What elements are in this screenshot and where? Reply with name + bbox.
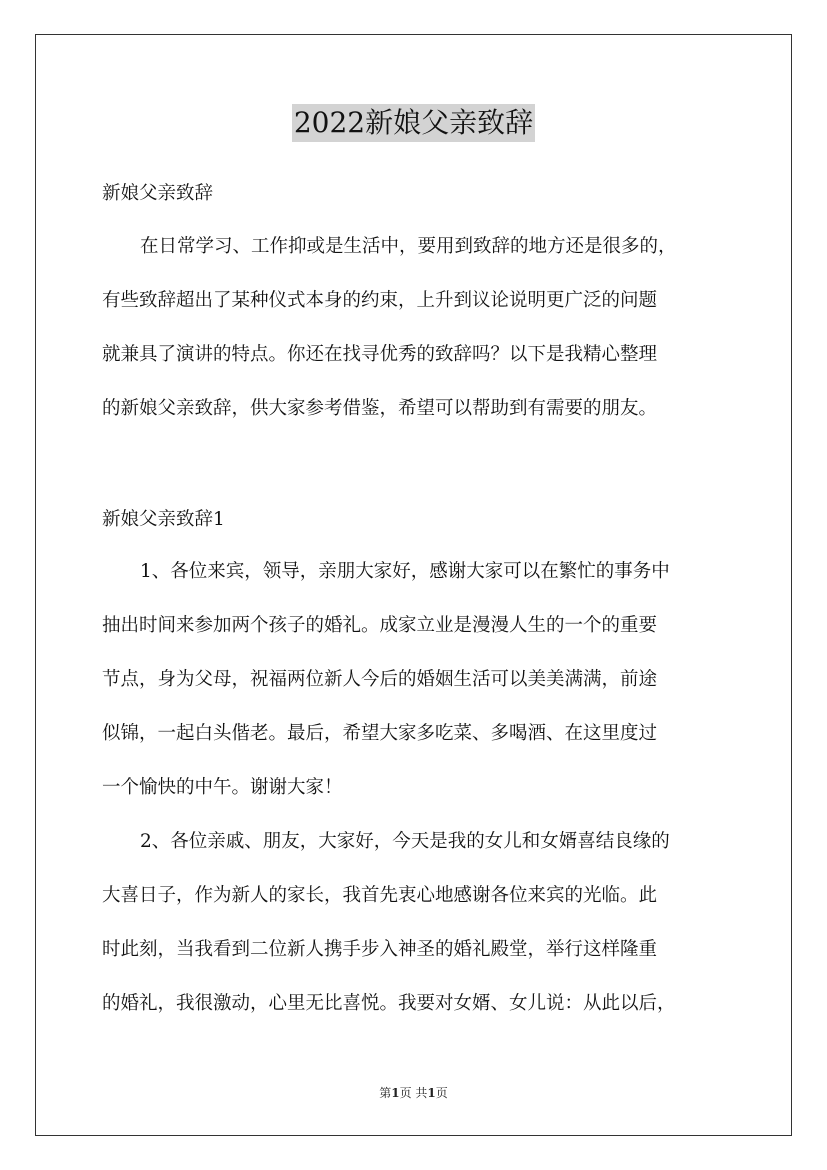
- paragraph-line: 时此刻，当我看到二位新人携手步入神圣的婚礼殿堂，举行这样隆重: [102, 939, 658, 960]
- paragraph-line: 2、各位亲戚、朋友，大家好，今天是我的女儿和女婿喜结良缘的: [140, 831, 670, 852]
- document-title-wrap: [0, 104, 827, 142]
- paragraph-line: 的新娘父亲致辞，供大家参考借鉴，希望可以帮助到有需要的朋友。: [102, 398, 658, 419]
- paragraph-line: 1、各位来宾，领导，亲朋大家好，感谢大家可以在繁忙的事务中: [140, 561, 670, 582]
- document-title: 2022新娘父亲致辞: [292, 104, 535, 142]
- footer-page-number: 1: [391, 1086, 400, 1100]
- paragraph-line: 似锦，一起白头偕老。最后，希望大家多吃菜、多喝酒、在这里度过: [102, 723, 658, 744]
- paragraph-line: 抽出时间来参加两个孩子的婚礼。成家立业是漫漫人生的一个的重要: [102, 615, 658, 636]
- heading-section-1: 新娘父亲致辞1: [102, 509, 225, 530]
- footer-prefix: 第: [379, 1086, 392, 1100]
- paragraph-line: 在日常学习、工作抑或是生活中，要用到致辞的地方还是很多的，: [140, 236, 677, 257]
- paragraph-line: 节点，身为父母，祝福两位新人今后的婚姻生活可以美美满满，前途: [102, 669, 658, 690]
- page-footer: [0, 1084, 827, 1101]
- speech-paragraph-1: [102, 545, 734, 815]
- paragraph-line: 的婚礼，我很激动，心里无比喜悦。我要对女婿、女儿说：从此以后，: [102, 993, 676, 1014]
- intro-paragraph: [102, 220, 734, 436]
- footer-mid: 页 共: [399, 1086, 428, 1100]
- paragraph-line: 一个愉快的中午。谢谢大家！: [102, 777, 343, 798]
- paragraph-line: 有些致辞超出了某种仪式本身的约束，上升到议论说明更广泛的问题: [102, 290, 658, 311]
- speech-paragraph-2: [102, 815, 734, 1031]
- heading-main: 新娘父亲致辞: [102, 183, 214, 204]
- footer-suffix: 页: [435, 1086, 448, 1100]
- paragraph-line: 就兼具了演讲的特点。你还在找寻优秀的致辞吗？以下是我精心整理: [102, 344, 658, 365]
- footer-page-total: 1: [427, 1086, 436, 1100]
- paragraph-line: 大喜日子，作为新人的家长，我首先衷心地感谢各位来宾的光临。此: [102, 885, 658, 906]
